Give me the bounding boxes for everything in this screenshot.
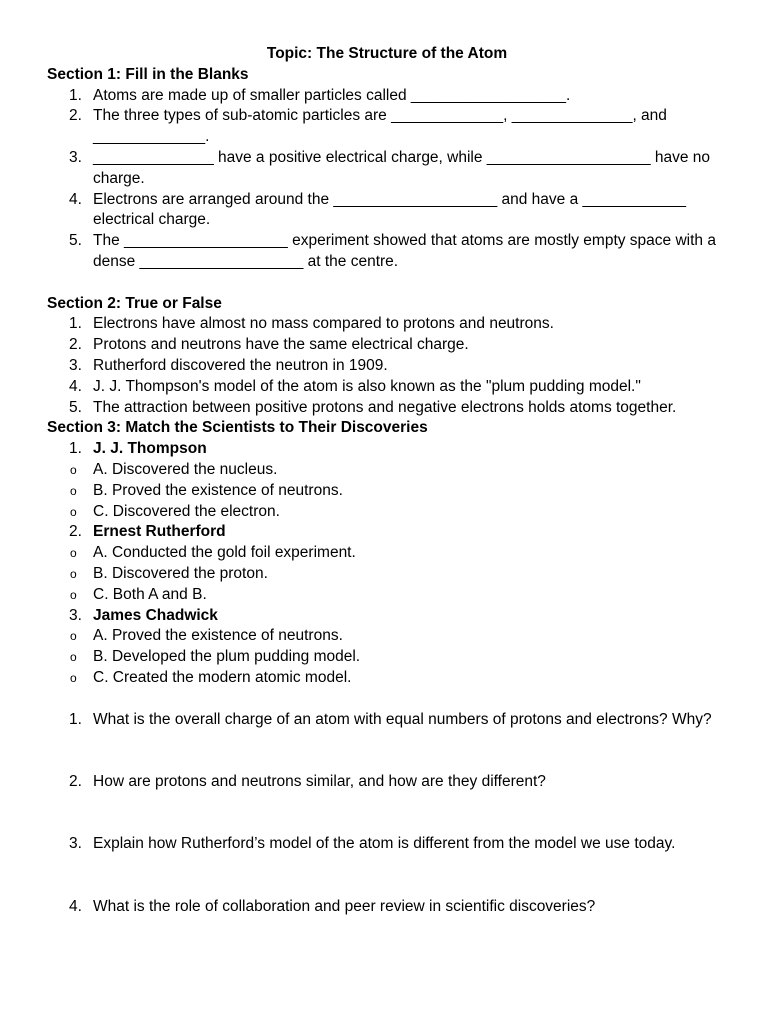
spacer [47, 273, 727, 294]
answer-space [47, 730, 727, 772]
option-item [47, 543, 727, 564]
list-item [47, 86, 727, 107]
bullet-icon: o [70, 504, 77, 519]
item-number: 2. [69, 523, 82, 541]
item-text: Electrons are arranged around the ___________________ and have a ____________ electrical charge. [93, 190, 686, 229]
bullet-icon: o [70, 566, 77, 581]
item-number: 1. [69, 315, 82, 333]
scientist-options [47, 460, 727, 522]
scientist-name: Ernest Rutherford [93, 523, 226, 541]
answer-space [47, 855, 727, 897]
bullet-icon: o [70, 670, 77, 685]
option-item [47, 585, 727, 606]
option-text: B. Proved the existence of neutrons. [93, 481, 343, 499]
item-number: 2. [69, 107, 82, 125]
item-number: 1. [69, 86, 82, 104]
questions-list [47, 710, 727, 731]
bullet-icon: o [70, 650, 77, 665]
item-text: Electrons have almost no mass compared to protons and neutrons. [93, 315, 554, 333]
option-item [47, 647, 727, 668]
questions-list [47, 897, 727, 918]
scientist-name: J. J. Thompson [93, 440, 207, 458]
item-text: The ___________________ experiment showed that atoms are mostly empty space with a dense ___________________ at the centre. [93, 232, 716, 270]
bullet-icon: o [70, 587, 77, 602]
item-number: 1. [69, 710, 82, 728]
section1-heading: Section 1: Fill in the Blanks [47, 65, 249, 83]
question-item [47, 897, 727, 918]
item-number: 3. [69, 835, 82, 853]
option-text: B. Developed the plum pudding model. [93, 648, 361, 666]
option-item [47, 502, 727, 523]
item-number: 3. [69, 148, 82, 166]
section3-heading: Section 3: Match the Scientists to Their Discoveries [47, 419, 428, 437]
question-item [47, 710, 727, 731]
item-number: 5. [69, 232, 82, 250]
item-text: The attraction between positive protons and negative electrons holds atoms together. [93, 398, 677, 416]
item-text: Atoms are made up of smaller particles called __________________. [93, 86, 571, 104]
item-number: 1. [69, 440, 82, 458]
item-number: 4. [69, 377, 82, 395]
list-item [47, 377, 727, 398]
list-item [47, 148, 727, 190]
list-item [47, 314, 727, 335]
scientist-name: James Chadwick [93, 606, 218, 624]
option-item [47, 460, 727, 481]
worksheet-page [47, 44, 727, 917]
option-text: A. Discovered the nucleus. [93, 460, 278, 478]
item-number: 2. [69, 772, 82, 790]
list-item [47, 398, 727, 419]
question-text: What is the role of collaboration and peer review in scientific discoveries? [93, 897, 596, 915]
item-number: 2. [69, 336, 82, 354]
option-text: A. Conducted the gold foil experiment. [93, 544, 356, 562]
list-item [47, 356, 727, 377]
list-item [47, 231, 727, 273]
answer-space [47, 793, 727, 835]
item-number: 3. [69, 606, 82, 624]
option-item [47, 564, 727, 585]
option-text: C. Both A and B. [93, 585, 207, 603]
section2-list [47, 314, 727, 418]
item-text: ______________ have a positive electrical charge, while ___________________ have no charge. [93, 148, 711, 187]
scientist-item [47, 606, 727, 627]
bullet-icon: o [70, 462, 77, 477]
option-text: B. Discovered the proton. [93, 564, 268, 582]
spacer [47, 689, 727, 710]
item-text: The three types of sub-atomic particles are _____________, ______________, and _____________. [93, 107, 667, 146]
section3-list [47, 439, 727, 460]
scientist-item [47, 439, 727, 460]
item-number: 5. [69, 398, 82, 416]
section3-list [47, 606, 727, 627]
item-number: 4. [69, 190, 82, 208]
question-text: How are protons and neutrons similar, and how are they different? [93, 772, 546, 790]
option-item [47, 626, 727, 647]
section3-list [47, 522, 727, 543]
scientist-item [47, 522, 727, 543]
option-item [47, 481, 727, 502]
worksheet-title: Topic: The Structure of the Atom [266, 45, 508, 62]
scientist-options [47, 626, 727, 688]
question-item [47, 834, 727, 855]
section1-list [47, 86, 727, 273]
option-item [47, 668, 727, 689]
bullet-icon: o [70, 546, 77, 561]
option-text: C. Created the modern atomic model. [93, 668, 352, 686]
item-number: 4. [69, 897, 82, 915]
bullet-icon: o [70, 483, 77, 498]
bullet-icon: o [70, 629, 77, 644]
section2-heading: Section 2: True or False [47, 294, 222, 312]
question-text: Explain how Rutherford’s model of the atom is different from the model we use today. [93, 835, 676, 853]
question-text: What is the overall charge of an atom with equal numbers of protons and electrons? Why? [93, 710, 712, 728]
item-text: Rutherford discovered the neutron in 1909. [93, 356, 388, 374]
option-text: A. Proved the existence of neutrons. [93, 627, 343, 645]
item-text: Protons and neutrons have the same electrical charge. [93, 336, 469, 354]
list-item [47, 190, 727, 232]
option-text: C. Discovered the electron. [93, 502, 280, 520]
item-text: J. J. Thompson's model of the atom is also known as the "plum pudding model." [93, 377, 641, 395]
list-item [47, 335, 727, 356]
list-item [47, 106, 727, 148]
questions-list [47, 834, 727, 855]
item-number: 3. [69, 356, 82, 374]
questions-list [47, 772, 727, 793]
question-item [47, 772, 727, 793]
scientist-options [47, 543, 727, 605]
